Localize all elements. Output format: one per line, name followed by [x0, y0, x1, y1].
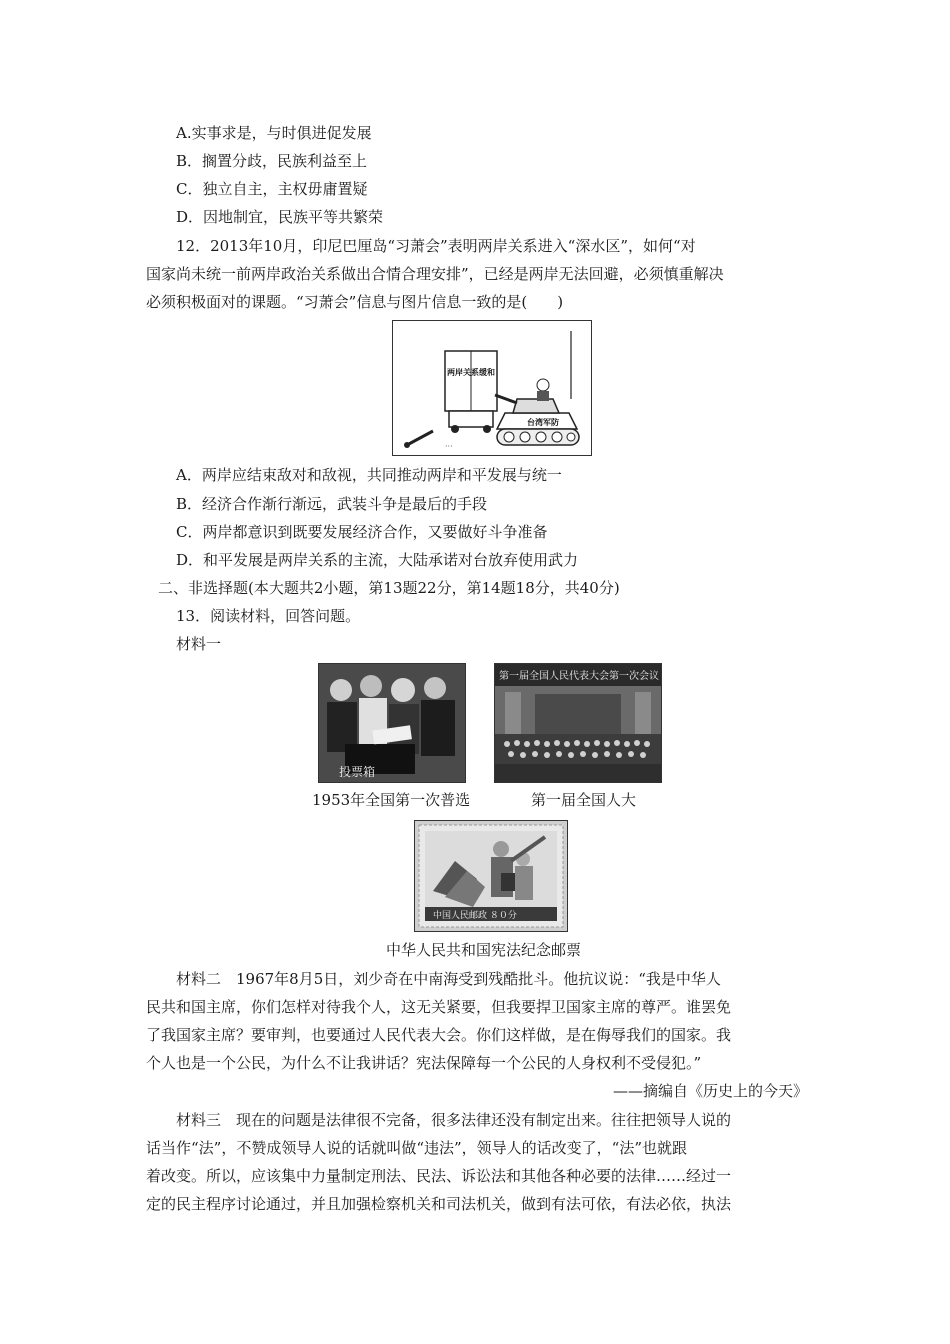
q12-stem-line-2: 国家尚未统一前两岸政治关系做出合情合理安排”，已经是两岸无法回避，必须慎重解决 [146, 265, 724, 283]
constitution-stamp [414, 820, 568, 932]
tank-label: 台湾军防 [527, 418, 559, 427]
material-2-source: ——摘编自《历史上的今天》 [612, 1082, 808, 1100]
q11-option-d: D．因地制宜，民族平等共繁荣 [176, 208, 384, 226]
stamp-image [415, 821, 567, 931]
q11-option-b: B．搁置分歧，民族利益至上 [176, 152, 368, 170]
svg-text:···: ··· [445, 442, 453, 451]
stamp-caption: 中华人民共和国宪法纪念邮票 [386, 941, 582, 959]
q11-option-a: A.实事求是，与时俱进促发展 [176, 124, 372, 142]
material-3-line-1: 材料三 现在的问题是法律很不完备，很多法律还没有制定出来。往往把领导人说的 [176, 1111, 732, 1129]
photo-2-caption: 第一届全国人大 [531, 791, 637, 809]
q12-option-d: D．和平发展是两岸关系的主流，大陆承诺对台放弃使用武力 [176, 551, 579, 569]
material-3-line-3: 着改变。所以，应该集中力量制定刑法、民法、诉讼法和其他各种必要的法律……经过一 [146, 1167, 732, 1185]
q12-stem-line-3: 必须积极面对的课题。“习萧会”信息与图片信息一致的是( ) [146, 293, 564, 311]
q12-option-a: A．两岸应结束敌对和敌视，共同推动两岸和平发展与统一 [176, 466, 562, 484]
photo-first-npc [494, 663, 662, 783]
q11-option-c: C．独立自主，主权毋庸置疑 [176, 180, 368, 198]
q12-option-c: C．两岸都意识到既要发展经济合作，又要做好斗争准备 [176, 523, 548, 541]
photo-1-image [319, 664, 465, 782]
material-1-label: 材料一 [176, 635, 222, 653]
material-3-line-4: 定的民主程序讨论通过，并且加强检察机关和司法机关，做到有法可依，有法必依，执法 [146, 1195, 732, 1213]
photo-1-caption: 1953年全国第一次普选 [312, 791, 471, 809]
ballot-box-sign: 投票箱 [339, 765, 376, 779]
material-2-line-3: 了我国家主席？要审判，也要通过人民代表大会。你们这样做，是在侮辱我们的国家。我 [146, 1026, 732, 1044]
material-3-line-2: 话当作“法”，不赞成领导人说的话就叫做“违法”，领导人的话改变了，“法”也就跟 [146, 1139, 688, 1157]
q12-cartoon [392, 320, 592, 456]
material-2-line-2: 民共和国主席，你们怎样对待我个人，这无关紧要，但我要捍卫国家主席的尊严。谁罢免 [146, 998, 732, 1016]
q12-stem-line-1: 12．2013年10月，印尼巴厘岛“习萧会”表明两岸关系进入“深水区”，如何“对 [176, 237, 696, 255]
section-2-heading: 二、非选择题(本大题共2小题，第13题22分，第14题18分，共40分) [158, 579, 620, 597]
q12-option-b: B．经济合作渐行渐远，武装斗争是最后的手段 [176, 495, 488, 513]
material-2-line-1: 材料二 1967年8月5日，刘少奇在中南海受到残酷批斗。他抗议说：“我是中华人 [176, 970, 721, 988]
photo-2-image [495, 664, 661, 782]
stamp-text: 中国人民邮政 ８０分 [433, 911, 517, 921]
cartoon-drawing [393, 321, 591, 455]
truck-label: 两岸关系缓和 [447, 368, 495, 377]
photo-1953-election [318, 663, 466, 783]
material-2-line-4: 个人也是一个公民，为什么不让我讲话？宪法保障每一个公民的人身权利不受侵犯。” [146, 1054, 702, 1072]
npc-banner-text: 第一届全国人民代表大会第一次会议 [499, 671, 659, 682]
q13-stem: 13．阅读材料，回答问题。 [176, 607, 361, 625]
